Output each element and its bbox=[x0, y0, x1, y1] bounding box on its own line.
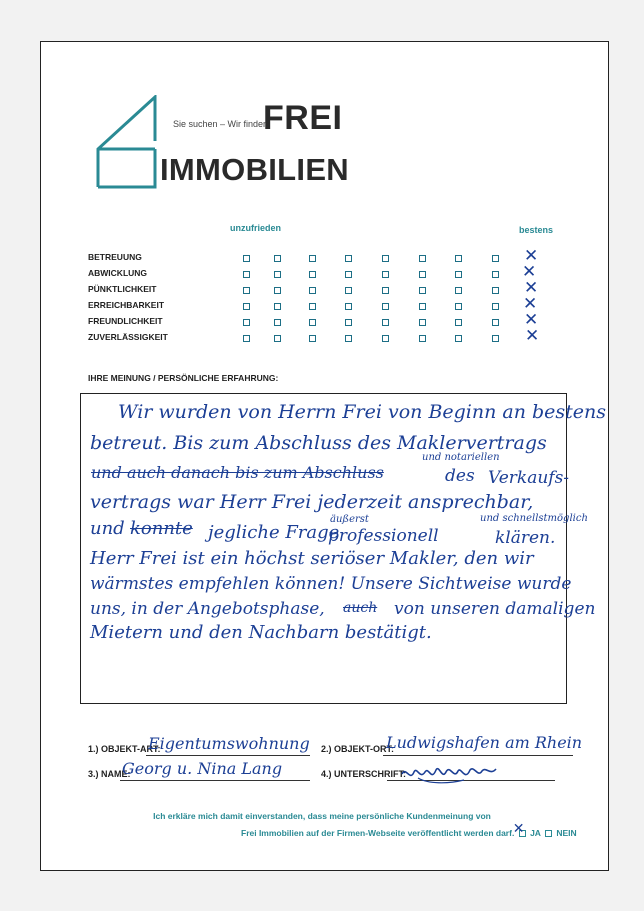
opinion-line-5-klaeren: klären. bbox=[495, 528, 556, 548]
signature-icon[interactable] bbox=[398, 760, 508, 786]
rating-checkbox[interactable] bbox=[492, 255, 499, 262]
brand-name-top: FREI bbox=[263, 99, 343, 137]
brand-name-bottom: IMMOBILIEN bbox=[160, 152, 349, 187]
rating-checkbox[interactable] bbox=[345, 271, 352, 278]
objekt-ort-label: 2.) OBJEKT-ORT: bbox=[321, 744, 395, 754]
opinion-line-2: betreut. Bis zum Abschluss des Maklervertrags bbox=[90, 432, 547, 454]
name-label: 3.) NAME: bbox=[88, 769, 131, 779]
opinion-line-3-struck: und auch danach bis zum Abschluss bbox=[91, 463, 384, 482]
opinion-line-9: Mietern und den Nachbarn bestätigt. bbox=[90, 622, 432, 643]
rating-checkbox[interactable] bbox=[492, 271, 499, 278]
rating-checkbox[interactable] bbox=[243, 255, 250, 262]
rating-checkbox[interactable] bbox=[419, 255, 426, 262]
rating-checkbox[interactable] bbox=[243, 335, 250, 342]
opinion-line-1: Wir wurden von Herrn Frei von Beginn an bestens bbox=[118, 401, 607, 423]
rating-checkbox[interactable] bbox=[419, 287, 426, 294]
criterion-label: FREUNDLICHKEIT bbox=[88, 316, 163, 326]
rating-checkbox[interactable] bbox=[455, 271, 462, 278]
opinion-line-3-des: des bbox=[445, 466, 475, 486]
rating-checkbox[interactable] bbox=[345, 287, 352, 294]
consent-nein-label: NEIN bbox=[556, 828, 577, 838]
rating-selected-x-icon: ✕ bbox=[522, 262, 537, 282]
unterschrift-label: 4.) UNTERSCHRIFT: bbox=[321, 769, 406, 779]
rating-checkbox[interactable] bbox=[455, 287, 462, 294]
rating-checkbox[interactable] bbox=[382, 271, 389, 278]
rating-checkbox[interactable] bbox=[309, 303, 316, 310]
opinion-line-4: vertrags war Herr Frei jederzeit ansprechbar, bbox=[90, 491, 534, 513]
objekt-ort-value[interactable]: Ludwigshafen am Rhein bbox=[386, 733, 583, 752]
rating-checkbox[interactable] bbox=[309, 319, 316, 326]
rating-checkbox[interactable] bbox=[243, 271, 250, 278]
rating-checkbox[interactable] bbox=[419, 271, 426, 278]
consent-nein-checkbox[interactable] bbox=[545, 830, 552, 837]
rating-checkbox[interactable] bbox=[274, 271, 281, 278]
opinion-line-5-und: und bbox=[90, 518, 125, 539]
rating-checkbox[interactable] bbox=[309, 271, 316, 278]
rating-checkbox[interactable] bbox=[382, 287, 389, 294]
opinion-line-5-frage: jegliche Frage bbox=[208, 522, 340, 543]
consent-ja-label: JA bbox=[530, 828, 541, 838]
rating-checkbox[interactable] bbox=[419, 335, 426, 342]
criterion-label: ZUVERLÄSSIGKEIT bbox=[88, 332, 168, 342]
consent-line-2-text: Frei Immobilien auf der Firmen-Webseite veröffentlicht werden darf. bbox=[241, 828, 515, 838]
rating-checkbox[interactable] bbox=[492, 335, 499, 342]
rating-checkbox[interactable] bbox=[309, 287, 316, 294]
rating-checkbox[interactable] bbox=[492, 287, 499, 294]
objekt-art-label: 1.) OBJEKT-ART: bbox=[88, 744, 161, 754]
opinion-insert-aeusserst: äußerst bbox=[330, 514, 369, 525]
criterion-label: PÜNKTLICHKEIT bbox=[88, 284, 157, 294]
rating-checkbox[interactable] bbox=[382, 255, 389, 262]
rating-checkbox[interactable] bbox=[382, 303, 389, 310]
rating-checkbox[interactable] bbox=[455, 303, 462, 310]
opinion-line-8-a: uns, in der Angebotsphase, bbox=[90, 599, 325, 619]
objekt-art-underline bbox=[146, 755, 310, 756]
rating-checkbox[interactable] bbox=[492, 319, 499, 326]
rating-checkbox[interactable] bbox=[274, 335, 281, 342]
rating-checkbox[interactable] bbox=[345, 303, 352, 310]
rating-checkbox[interactable] bbox=[243, 303, 250, 310]
opinion-line-3-verkaufs: Verkaufs- bbox=[488, 468, 570, 488]
opinion-heading: IHRE MEINUNG / PERSÖNLICHE ERFAHRUNG: bbox=[88, 373, 279, 383]
opinion-line-5-konnte: konnte bbox=[130, 518, 193, 539]
opinion-line-5-professionell: professionell bbox=[328, 526, 439, 546]
rating-selected-x-icon: ✕ bbox=[523, 294, 538, 314]
opinion-insert-notariellen: und notariellen bbox=[422, 452, 500, 463]
criterion-label: ABWICKLUNG bbox=[88, 268, 148, 278]
opinion-line-8-b: von unseren damaligen bbox=[394, 599, 596, 619]
rating-checkbox[interactable] bbox=[243, 319, 250, 326]
rating-checkbox[interactable] bbox=[274, 319, 281, 326]
consent-ja-mark-icon: ✕ bbox=[512, 821, 525, 837]
opinion-insert-schnellstmoeglich: und schnellstmöglich bbox=[480, 513, 588, 524]
objekt-art-value[interactable]: Eigentumswohnung bbox=[148, 734, 310, 753]
rating-checkbox[interactable] bbox=[419, 303, 426, 310]
objekt-ort-underline bbox=[383, 755, 573, 756]
rating-checkbox[interactable] bbox=[309, 255, 316, 262]
rating-checkbox[interactable] bbox=[455, 335, 462, 342]
rating-checkbox[interactable] bbox=[274, 255, 281, 262]
scale-high-label: bestens bbox=[519, 225, 554, 235]
rating-checkbox[interactable] bbox=[345, 319, 352, 326]
rating-selected-x-icon: ✕ bbox=[524, 278, 539, 298]
scale-low-label: unzufrieden bbox=[230, 223, 281, 233]
brand-tagline: Sie suchen – Wir finden bbox=[173, 119, 269, 129]
criterion-label: BETREUUNG bbox=[88, 252, 142, 262]
criterion-label: ERREICHBARKEIT bbox=[88, 300, 165, 310]
rating-selected-x-icon: ✕ bbox=[524, 246, 539, 266]
rating-selected-x-icon: ✕ bbox=[524, 310, 539, 330]
opinion-line-6: Herr Frei ist ein höchst seriöser Makler, den wir bbox=[90, 548, 534, 569]
rating-checkbox[interactable] bbox=[382, 335, 389, 342]
rating-checkbox[interactable] bbox=[382, 319, 389, 326]
rating-checkbox[interactable] bbox=[419, 319, 426, 326]
opinion-line-7: wärmstes empfehlen können! Unsere Sichtweise wurde bbox=[90, 574, 572, 594]
name-value[interactable]: Georg u. Nina Lang bbox=[122, 759, 283, 778]
rating-checkbox[interactable] bbox=[243, 287, 250, 294]
rating-checkbox[interactable] bbox=[455, 319, 462, 326]
rating-checkbox[interactable] bbox=[455, 255, 462, 262]
rating-checkbox[interactable] bbox=[274, 303, 281, 310]
rating-checkbox[interactable] bbox=[345, 335, 352, 342]
rating-selected-x-icon: ✕ bbox=[525, 326, 540, 346]
consent-line-2 bbox=[241, 821, 577, 838]
name-underline bbox=[120, 780, 310, 781]
house-logo-icon bbox=[95, 95, 165, 190]
consent-line-1: Ich erkläre mich damit einverstanden, dass meine persönliche Kundenmeinung von bbox=[153, 811, 491, 821]
rating-checkbox[interactable] bbox=[274, 287, 281, 294]
opinion-line-8-auch: auch bbox=[343, 600, 378, 616]
rating-checkbox[interactable] bbox=[345, 255, 352, 262]
rating-checkbox[interactable] bbox=[492, 303, 499, 310]
rating-checkbox[interactable] bbox=[309, 335, 316, 342]
